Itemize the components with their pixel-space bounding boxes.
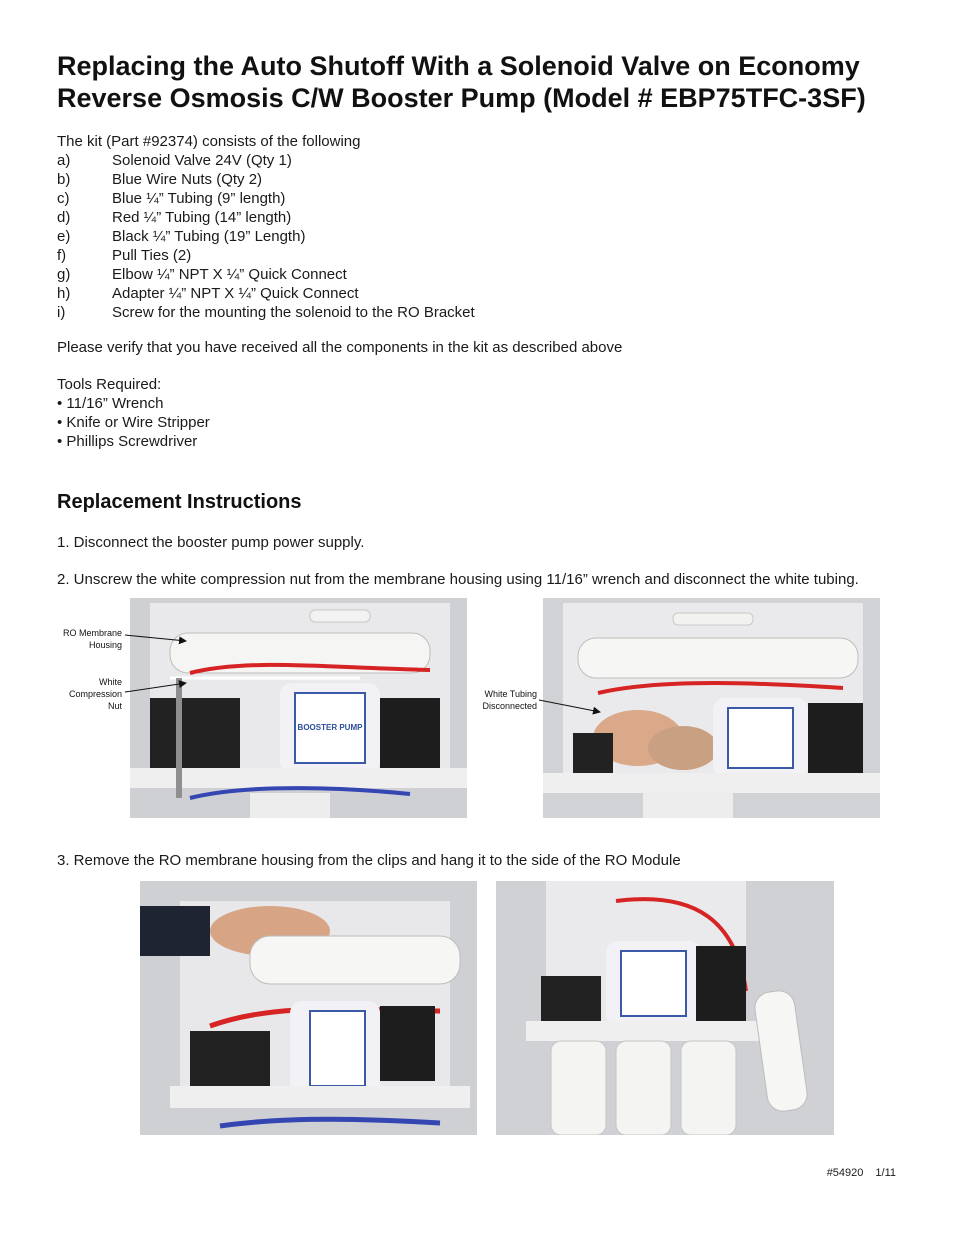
kit-item-letter: g) bbox=[57, 266, 71, 283]
title-line-1: Replacing the Auto Shutoff With a Solenoid Valve on Economy bbox=[57, 51, 860, 81]
kit-item-text: Blue Wire Nuts (Qty 2) bbox=[112, 171, 263, 188]
kit-item-text: Pull Ties (2) bbox=[112, 247, 192, 264]
section-heading: Replacement Instructions bbox=[57, 491, 302, 513]
kit-item-text: Red ¼” Tubing (14” length) bbox=[112, 209, 292, 226]
list-item bbox=[57, 303, 475, 322]
list-item: • Phillips Screwdriver bbox=[57, 433, 198, 450]
callout-line: Compression bbox=[68, 689, 122, 699]
step-3: 3. Remove the RO membrane housing from the clips and hang it to the side of the RO Module bbox=[57, 852, 681, 869]
booster-pump-label: BOOSTER PUMP bbox=[297, 723, 363, 732]
tools-list bbox=[57, 394, 210, 451]
kit-item-text: Blue ¼” Tubing (9” length) bbox=[112, 190, 286, 207]
kit-item-text: Screw for the mounting the solenoid to the RO Bracket bbox=[112, 304, 475, 321]
kit-item-letter: c) bbox=[57, 190, 70, 207]
kit-item-letter: h) bbox=[57, 285, 71, 302]
photo-wrench-compression-nut bbox=[130, 598, 467, 818]
list-item bbox=[57, 227, 475, 246]
kit-item-text: Black ¼” Tubing (19” Length) bbox=[112, 228, 306, 245]
photo-remove-housing bbox=[140, 881, 477, 1135]
callout-line: Housing bbox=[88, 640, 122, 650]
step-1: 1. Disconnect the booster pump power supply. bbox=[57, 534, 365, 551]
kit-item-text: Solenoid Valve 24V (Qty 1) bbox=[112, 152, 292, 169]
kit-item-text: Adapter ¼” NPT X ¼” Quick Connect bbox=[112, 285, 359, 302]
callout-line: White bbox=[98, 677, 122, 687]
page-title bbox=[57, 50, 937, 114]
callout-line: White Tubing bbox=[484, 689, 537, 699]
list-item bbox=[57, 189, 475, 208]
kit-item-text: Elbow ¼” NPT X ¼” Quick Connect bbox=[112, 266, 347, 283]
list-item: • Knife or Wire Stripper bbox=[57, 414, 210, 431]
title-line-2: Reverse Osmosis C/W Booster Pump (Model # EBP75TFC-3SF) bbox=[57, 83, 866, 113]
kit-item-letter: i) bbox=[57, 304, 66, 321]
callout-white-compression-nut bbox=[40, 676, 122, 712]
kit-list bbox=[57, 151, 475, 322]
list-item bbox=[57, 246, 475, 265]
callout-line: Nut bbox=[107, 701, 122, 711]
photo-tubing-disconnected bbox=[543, 598, 880, 818]
document-number: #54920 bbox=[826, 1167, 864, 1179]
list-item bbox=[57, 284, 475, 303]
kit-item-letter: e) bbox=[57, 228, 71, 245]
kit-item-letter: f) bbox=[57, 247, 67, 264]
list-item: • 11/16” Wrench bbox=[57, 395, 164, 412]
verify-note: Please verify that you have received all the components in the kit as described above bbox=[57, 339, 623, 356]
list-item bbox=[57, 170, 475, 189]
callout-line: RO Membrane bbox=[62, 628, 122, 638]
callout-white-tubing-disconnected bbox=[450, 688, 537, 712]
list-item bbox=[57, 151, 475, 170]
kit-item-letter: d) bbox=[57, 209, 71, 226]
page-number: 1/11 bbox=[875, 1167, 896, 1179]
page-footer bbox=[827, 1166, 896, 1180]
callout-ro-membrane-housing bbox=[40, 627, 122, 651]
tools-heading: Tools Required: bbox=[57, 376, 162, 393]
kit-item-letter: a) bbox=[57, 152, 71, 169]
step-2: 2. Unscrew the white compression nut from the membrane housing using 11/16” wrench and disconnect the white tubing. bbox=[57, 571, 859, 588]
list-item bbox=[57, 265, 475, 284]
list-item bbox=[57, 208, 475, 227]
callout-line: Disconnected bbox=[482, 701, 537, 711]
photo-housing-hung bbox=[496, 881, 834, 1135]
kit-item-letter: b) bbox=[57, 171, 71, 188]
kit-intro: The kit (Part #92374) consists of the following bbox=[57, 133, 361, 150]
